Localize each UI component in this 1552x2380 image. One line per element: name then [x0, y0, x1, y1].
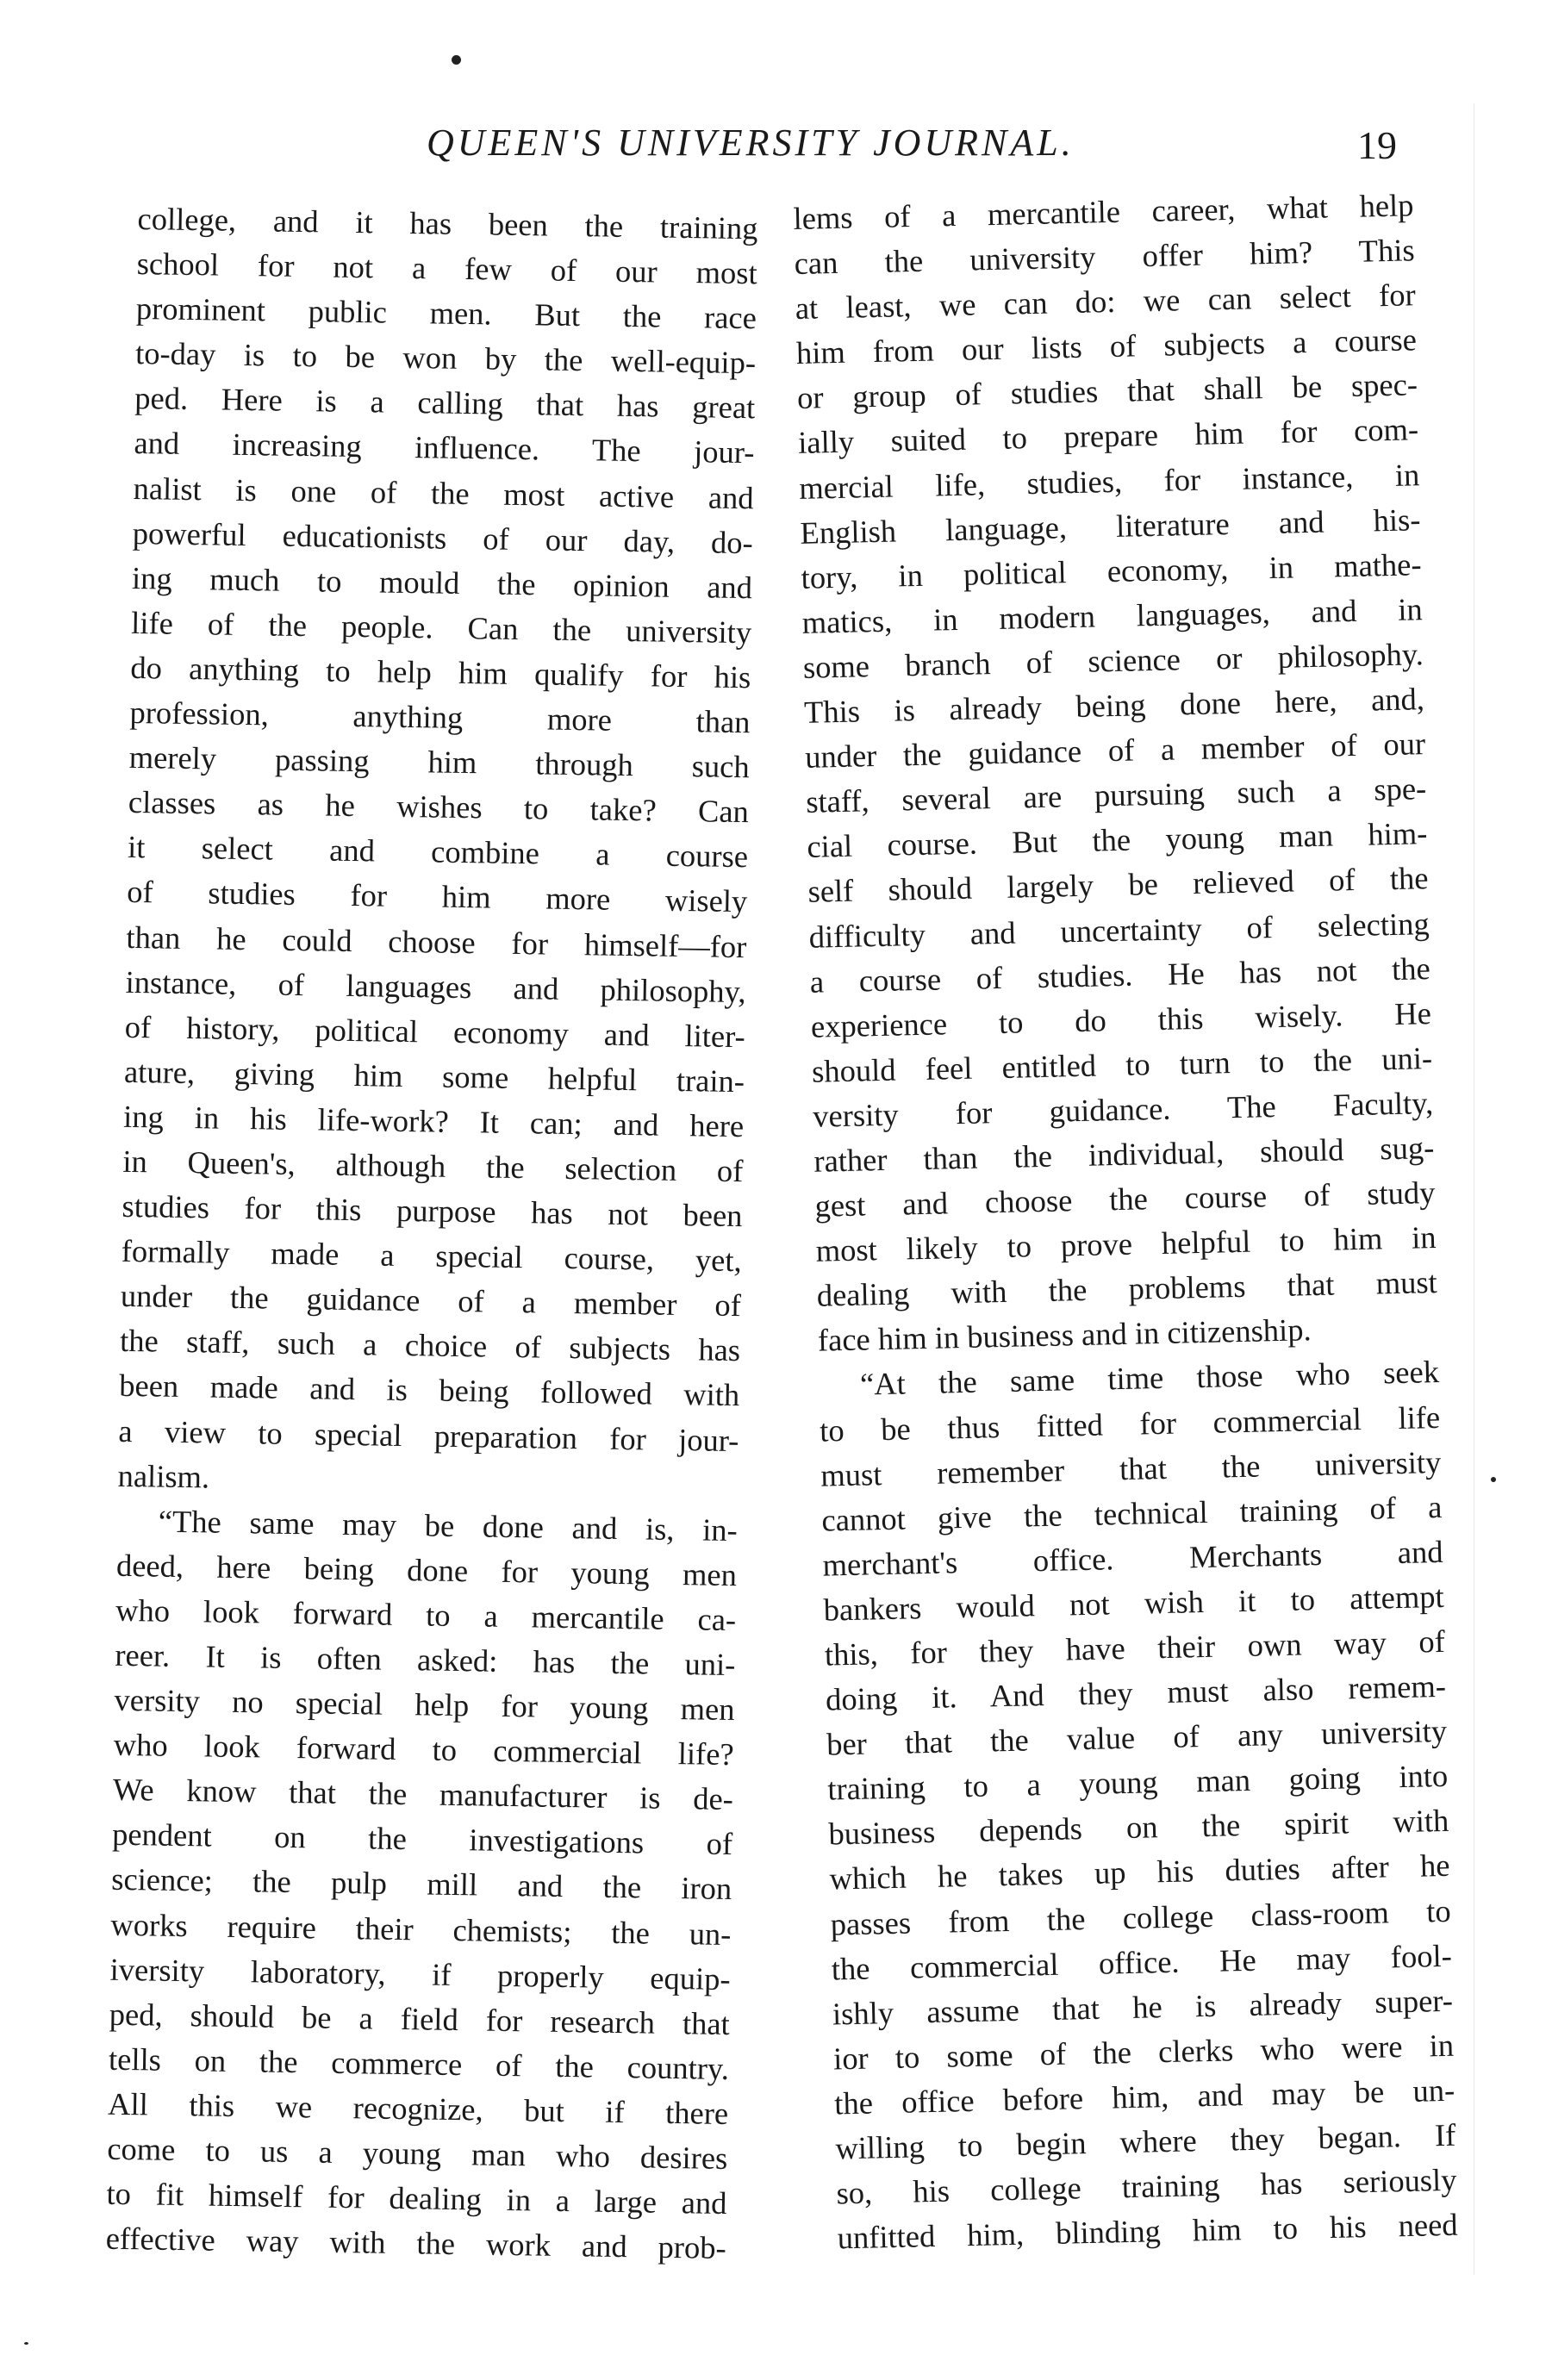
text-line: in Queen's, although the selection of	[122, 1143, 744, 1189]
text-line: who look forward to commercial life?	[113, 1726, 735, 1773]
text-line: doing it. And they must also remem-	[825, 1667, 1447, 1717]
text-line: of history, political economy and liter-	[124, 1008, 746, 1054]
text-line: to be thus fitted for commercial life	[819, 1399, 1441, 1449]
text-line: bankers would not wish it to attempt	[823, 1578, 1445, 1628]
scan-speck	[452, 55, 461, 65]
text-line: unfitted him, blinding him to his need	[837, 2206, 1458, 2256]
text-line: the commercial office. He may fool-	[831, 1937, 1453, 1987]
text-line: ing in his life-work? It can; and here	[122, 1098, 745, 1144]
text-line: cannot give the technical training of a	[821, 1488, 1443, 1538]
text-line: works require their chemists; the un-	[110, 1906, 732, 1952]
text-line: nalism.	[117, 1457, 210, 1495]
text-line: pendent on the investigations of	[111, 1816, 733, 1862]
scan-speck	[1491, 1477, 1496, 1482]
text-line: reer. It is often asked: has the uni-	[115, 1636, 736, 1683]
text-line: it select and combine a course	[127, 829, 749, 875]
text-line: ing much to mould the opinion and	[131, 559, 753, 606]
text-line: than he could choose for himself—for	[126, 919, 747, 964]
text-line: and increasing influence. The jour-	[134, 425, 755, 470]
text-line: dealing with the problems that must	[816, 1264, 1438, 1313]
text-line: to-day is to be won by the well-equip-	[134, 335, 757, 381]
text-line: a view to special preparation for jour-	[118, 1412, 739, 1458]
text-line: been made and is being followed with	[119, 1368, 740, 1413]
text-line: versity for guidance. The Faculty,	[812, 1084, 1434, 1134]
text-line: come to us a young man who desires	[107, 2130, 728, 2177]
text-line: We know that the manufacturer is de-	[112, 1772, 734, 1817]
text-line: mercial life, studies, for instance, in	[798, 456, 1420, 506]
text-line: This is already being done here, and,	[803, 681, 1425, 730]
text-line: “The same may be done and is, in-	[158, 1503, 739, 1548]
running-head	[0, 110, 1552, 179]
text-line: gest and choose the course of study	[814, 1174, 1436, 1224]
text-line: training to a young man going into	[826, 1758, 1449, 1807]
text-line: instance, of languages and philosophy,	[125, 963, 746, 1009]
text-line: business depends on the spirit with	[828, 1803, 1449, 1852]
text-line: at least, we can do: we can select for	[795, 277, 1417, 327]
text-line: passes from the college class-room to	[830, 1892, 1452, 1942]
text-line: difficulty and uncertainty of selecting	[808, 905, 1430, 955]
text-line: most likely to prove helpful to him in	[815, 1219, 1437, 1268]
text-line: so, his college training has seriously	[836, 2161, 1457, 2211]
text-line: tells on the commerce of the country.	[108, 2040, 730, 2086]
text-line: profession, anything more than	[129, 694, 751, 740]
text-line: do anything to help him qualify for his	[130, 649, 751, 695]
text-line: should feel entitled to turn to the uni-	[811, 1039, 1433, 1089]
text-line: ped. Here is a calling that has great	[134, 380, 756, 426]
text-line: science; the pulp mill and the iron	[111, 1861, 732, 1907]
text-line: under the guidance of a member of	[120, 1278, 742, 1324]
text-line: ishly assume that he is already super-	[832, 1982, 1454, 2032]
text-line: to fit himself for dealing in a large and	[106, 2175, 727, 2221]
text-line: of studies for him more wisely	[127, 874, 748, 919]
text-line: tory, in political economy, in mathe-	[801, 545, 1422, 595]
page-number: 19	[1357, 123, 1397, 167]
text-line: which he takes up his duties after he	[829, 1847, 1450, 1897]
right-column	[793, 183, 1458, 2260]
text-line: under the guidance of a member of our	[804, 726, 1426, 775]
text-line: self should largely be relieved of the	[807, 860, 1429, 910]
text-line: formally made a special course, yet,	[121, 1233, 743, 1279]
text-line: versity no special help for young men	[114, 1681, 735, 1728]
text-line: who look forward to a mercantile ca-	[115, 1592, 737, 1638]
text-line: or group of studies that shall be spec-	[796, 366, 1418, 416]
text-line: All this we recognize, but if there	[107, 2085, 729, 2131]
left-column	[105, 196, 758, 2271]
text-line: matics, in modern languages, and in	[801, 591, 1424, 640]
text-line: merely passing him through such	[128, 739, 751, 785]
text-line: college, and it has been the training	[137, 200, 758, 246]
text-line: studies for this purpose has not been	[122, 1187, 743, 1234]
text-line: the office before him, and may be un-	[833, 2072, 1455, 2121]
text-line: must remember that the university	[820, 1443, 1442, 1493]
text-line: willing to begin where they began. If	[834, 2116, 1456, 2166]
text-line: nalist is one of the most active and	[133, 470, 754, 515]
text-line: some branch of science or philosophy.	[802, 636, 1424, 685]
text-line: powerful educationists of our day, do-	[132, 514, 754, 560]
scan-speck	[24, 2342, 28, 2345]
text-line: effective way with the work and prob-	[105, 2220, 727, 2266]
text-line: him from our lists of subjects a course	[795, 321, 1418, 371]
text-line: “At the same time those who seek	[859, 1354, 1440, 1403]
text-line: cial course. But the young man him-	[807, 815, 1428, 865]
text-line: ber that the value of any university	[826, 1713, 1448, 1762]
text-line: prominent public men. But the race	[135, 290, 757, 336]
text-line: deed, here being done for young men	[115, 1547, 738, 1592]
text-line: merchant's office. Merchants and	[822, 1533, 1443, 1583]
text-line: life of the people. Can the university	[130, 604, 752, 651]
text-line: staff, several are pursuing such a spe-	[805, 770, 1427, 820]
text-line: lems of a mercantile career, what help	[793, 187, 1414, 236]
text-line: iversity laboratory, if properly equip-	[109, 1951, 731, 1997]
text-line: can the university offer him? This	[794, 232, 1415, 282]
text-line: ior to some of the clerks who were in	[832, 2027, 1455, 2077]
text-line: ature, giving him some helpful train-	[123, 1053, 745, 1099]
text-line: experience to do this wisely. He	[810, 994, 1432, 1044]
text-line: a course of studies. He has not the	[809, 950, 1431, 1000]
text-line: the staff, such a choice of subjects has	[119, 1323, 741, 1368]
text-line: classes as he wishes to take? Can	[128, 784, 750, 830]
text-line: school for not a few of our most	[136, 246, 758, 291]
text-line: rather than the individual, should sug-	[813, 1130, 1435, 1179]
text-line: ially suited to prepare him for com-	[797, 411, 1419, 461]
text-line: ped, should be a field for research that	[109, 1996, 731, 2041]
text-line: this, for they have their own way of	[824, 1623, 1446, 1673]
text-line: English language, literature and his-	[800, 501, 1421, 551]
journal-title: QUEEN'S UNIVERSITY JOURNAL.	[427, 121, 1075, 164]
text-line: face him in business and in citizenship.	[817, 1311, 1312, 1359]
